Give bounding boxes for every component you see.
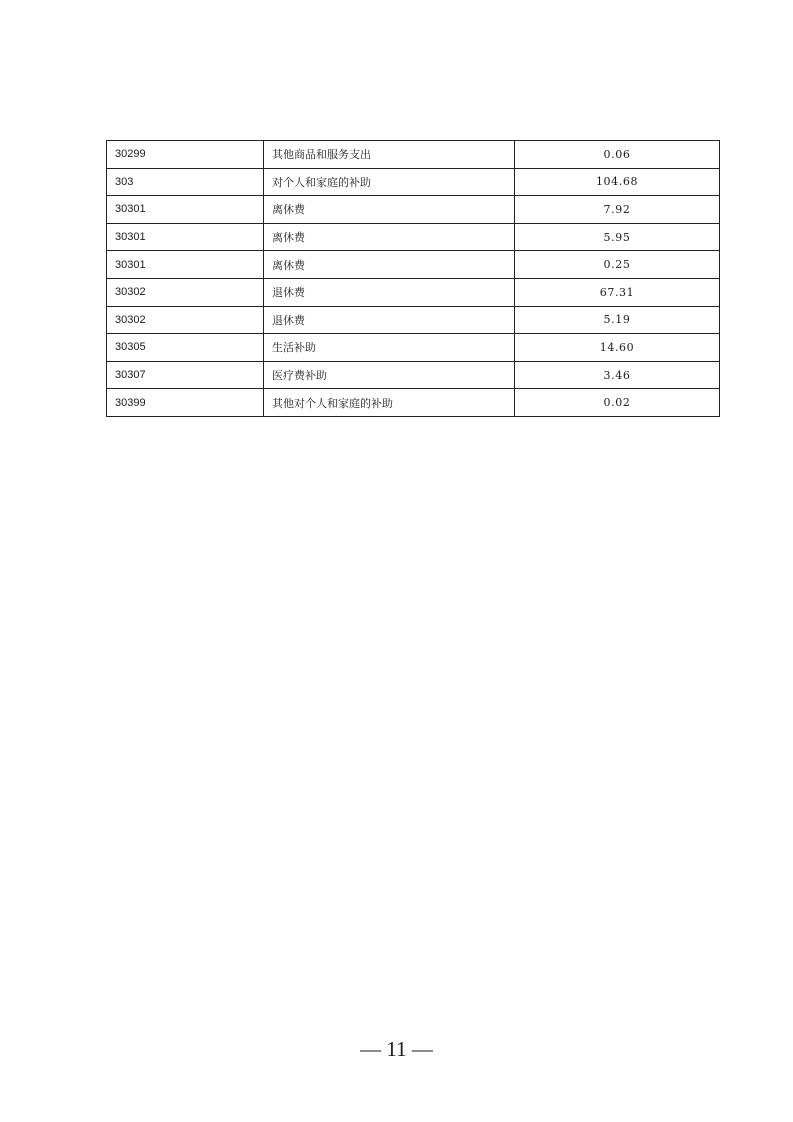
table-row: [107, 223, 720, 251]
amount-cell: 104.68: [515, 168, 720, 196]
economic-code-cell: 30302: [107, 278, 264, 306]
table-row: [107, 361, 720, 389]
item-name-cell: 离休费: [264, 196, 515, 224]
economic-code-cell: 30301: [107, 196, 264, 224]
amount-cell: 0.02: [515, 389, 720, 417]
amount-cell: 5.19: [515, 306, 720, 334]
table-row: [107, 306, 720, 334]
economic-code-cell: 30299: [107, 141, 264, 169]
amount-cell: 7.92: [515, 196, 720, 224]
table-row: [107, 334, 720, 362]
economic-code-cell: 30302: [107, 306, 264, 334]
table-body: [107, 141, 720, 417]
expenditure-table: [106, 140, 720, 417]
table-row: [107, 141, 720, 169]
amount-cell: 0.25: [515, 251, 720, 279]
item-name-cell: 退休费: [264, 306, 515, 334]
table-row: [107, 251, 720, 279]
item-name-cell: 离休费: [264, 223, 515, 251]
amount-cell: 5.95: [515, 223, 720, 251]
economic-code-cell: 303: [107, 168, 264, 196]
economic-code-cell: 30305: [107, 334, 264, 362]
amount-cell: 67.31: [515, 278, 720, 306]
amount-cell: 0.06: [515, 141, 720, 169]
table-row: [107, 389, 720, 417]
table-row: [107, 278, 720, 306]
economic-code-cell: 30301: [107, 251, 264, 279]
economic-code-cell: 30301: [107, 223, 264, 251]
table-row: [107, 196, 720, 224]
table-row: [107, 168, 720, 196]
amount-cell: 3.46: [515, 361, 720, 389]
item-name-cell: 医疗费补助: [264, 361, 515, 389]
economic-code-cell: 30399: [107, 389, 264, 417]
item-name-cell: 对个人和家庭的补助: [264, 168, 515, 196]
item-name-cell: 生活补助: [264, 334, 515, 362]
item-name-cell: 离休费: [264, 251, 515, 279]
economic-code-cell: 30307: [107, 361, 264, 389]
amount-cell: 14.60: [515, 334, 720, 362]
item-name-cell: 退休费: [264, 278, 515, 306]
page-number: — 11 —: [360, 1037, 433, 1061]
item-name-cell: 其他对个人和家庭的补助: [264, 389, 515, 417]
item-name-cell: 其他商品和服务支出: [264, 141, 515, 169]
